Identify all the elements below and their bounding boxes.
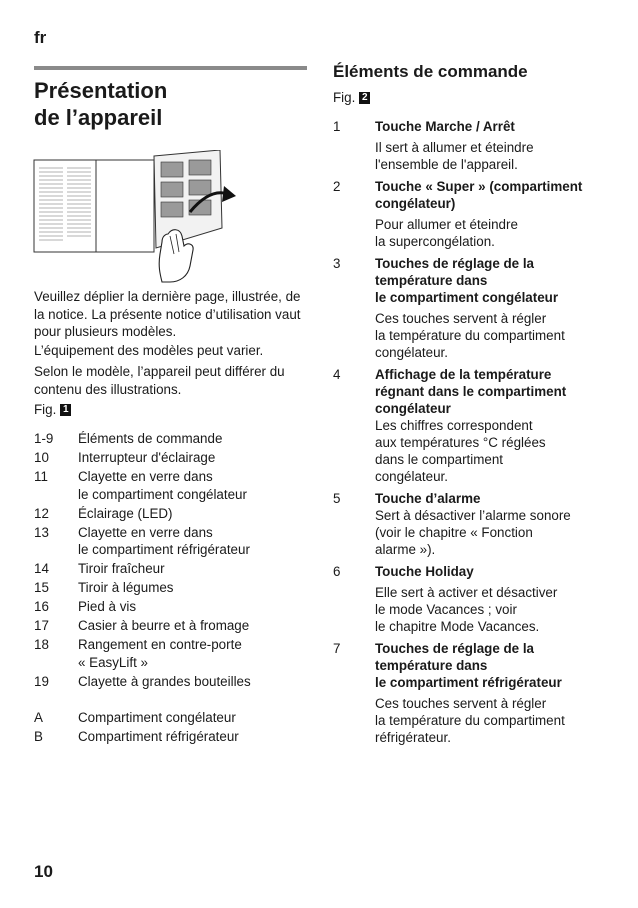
unfold-page-illustration [30,150,250,285]
item-text: Tiroir fraîcheur [78,561,165,576]
control-item [333,118,613,173]
page-title [34,77,304,131]
controls-heading: Éléments de commande [333,62,528,81]
title-line-1: Présentation [34,78,168,103]
item-number: 14 [34,561,49,576]
control-number: 3 [333,256,341,271]
control-title: Touche d’alarme [375,491,481,506]
list-spacer [34,692,309,709]
figure-reference-1 [34,402,71,417]
control-item [333,178,613,250]
parts-list [34,430,309,747]
item-number: 13 [34,524,49,540]
item-number: B [34,728,43,744]
figure-label: Fig. [333,90,356,105]
item-text: Éclairage (LED) [78,505,173,521]
parts-list-item [34,505,309,523]
item-text: Éléments de commande [78,431,223,446]
control-item [333,255,613,361]
control-title: Touche Marche / Arrêt [375,119,515,134]
item-number: 12 [34,505,49,521]
figure-reference-2 [333,90,370,105]
control-item [333,366,613,485]
section-rule [34,66,307,70]
parts-list-item [34,524,309,559]
item-number: 11 [34,469,48,484]
item-number: 18 [34,637,49,652]
item-text: Interrupteur d'éclairage [78,450,216,465]
item-text: Tiroir à légumes [78,580,174,595]
language-label: fr [34,28,47,47]
parts-list-item [34,579,309,597]
control-description: Sert à désactiver l’alarme sonore (voir le chapitre « Fonction alarme »). [375,508,571,557]
item-number: 15 [34,580,49,595]
control-title: Touches de réglage de la température dans le compartiment congélateur [375,256,559,305]
item-text: Casier à beurre et à fromage [78,618,250,633]
control-title: Touche « Super » (compartiment congélateur) [375,179,583,211]
item-text: Clayette en verre dans le compartiment congélateur [78,469,247,502]
title-line-2: de l’appareil [34,105,163,130]
control-item [333,563,613,635]
control-description: Elle sert à activer et désactiver le mode Vacances ; voir le chapitre Mode Vacances. [375,585,558,634]
control-item [333,490,613,558]
control-description: Ces touches servent à régler la température du compartiment réfrigérateur. [375,696,565,745]
parts-list-item [34,560,309,578]
page-number: 10 [34,862,53,881]
controls-list [333,118,613,751]
control-description: Ces touches servent à régler la température du compartiment congélateur. [375,311,565,360]
figure-label: Fig. [34,402,57,417]
item-number: 17 [34,618,49,633]
control-title: Touches de réglage de la température dans le compartiment réfrigérateur [375,641,562,690]
item-text: Compartiment congélateur [78,709,236,725]
item-number: A [34,709,43,725]
item-number: 19 [34,673,49,689]
parts-list-item [34,636,309,671]
parts-list-item [34,468,309,503]
item-text: Pied à vis [78,599,137,614]
parts-list-item [34,709,309,727]
item-text: Compartiment réfrigérateur [78,728,239,744]
control-number: 7 [333,641,341,656]
control-item [333,640,613,746]
item-number: 10 [34,450,49,465]
figure-number-badge: 2 [359,92,370,104]
intro-paragraph: Veuillez déplier la dernière page, illustrée, de la notice. La présente notice d’utilisation vaut pour plusieurs modèles. [34,289,301,339]
item-text: Rangement en contre-porte « EasyLift » [78,637,242,670]
item-text: Clayette à grandes bouteilles [78,673,251,689]
parts-list-item [34,449,309,467]
parts-list-item [34,617,309,635]
control-description: Les chiffres correspondent aux températures °C réglées dans le compartiment congélateur. [375,418,546,484]
control-description: Pour allumer et éteindre la supercongélation. [375,217,518,249]
control-number: 1 [333,119,341,134]
control-description: Il sert à allumer et éteindre l'ensemble de l'appareil. [375,140,534,172]
item-text: Clayette en verre dans le compartiment réfrigérateur [78,524,250,557]
control-title: Touche Holiday [375,564,474,579]
figure-number-badge: 1 [60,404,71,416]
item-number: 1-9 [34,431,54,446]
control-number: 2 [333,179,341,194]
illustration-note: Selon le modèle, l’appareil peut différer du contenu des illustrations. [34,364,285,397]
control-number: 4 [333,367,341,382]
control-title: Affichage de la température régnant dans le compartiment congélateur [375,367,567,416]
parts-list-item [34,430,309,448]
item-number: 16 [34,599,49,614]
control-number: 6 [333,564,341,579]
control-number: 5 [333,491,341,506]
parts-list-item [34,673,309,691]
equipment-note: L’équipement des modèles peut varier. [34,343,264,358]
parts-list-item [34,598,309,616]
parts-list-item [34,728,309,746]
